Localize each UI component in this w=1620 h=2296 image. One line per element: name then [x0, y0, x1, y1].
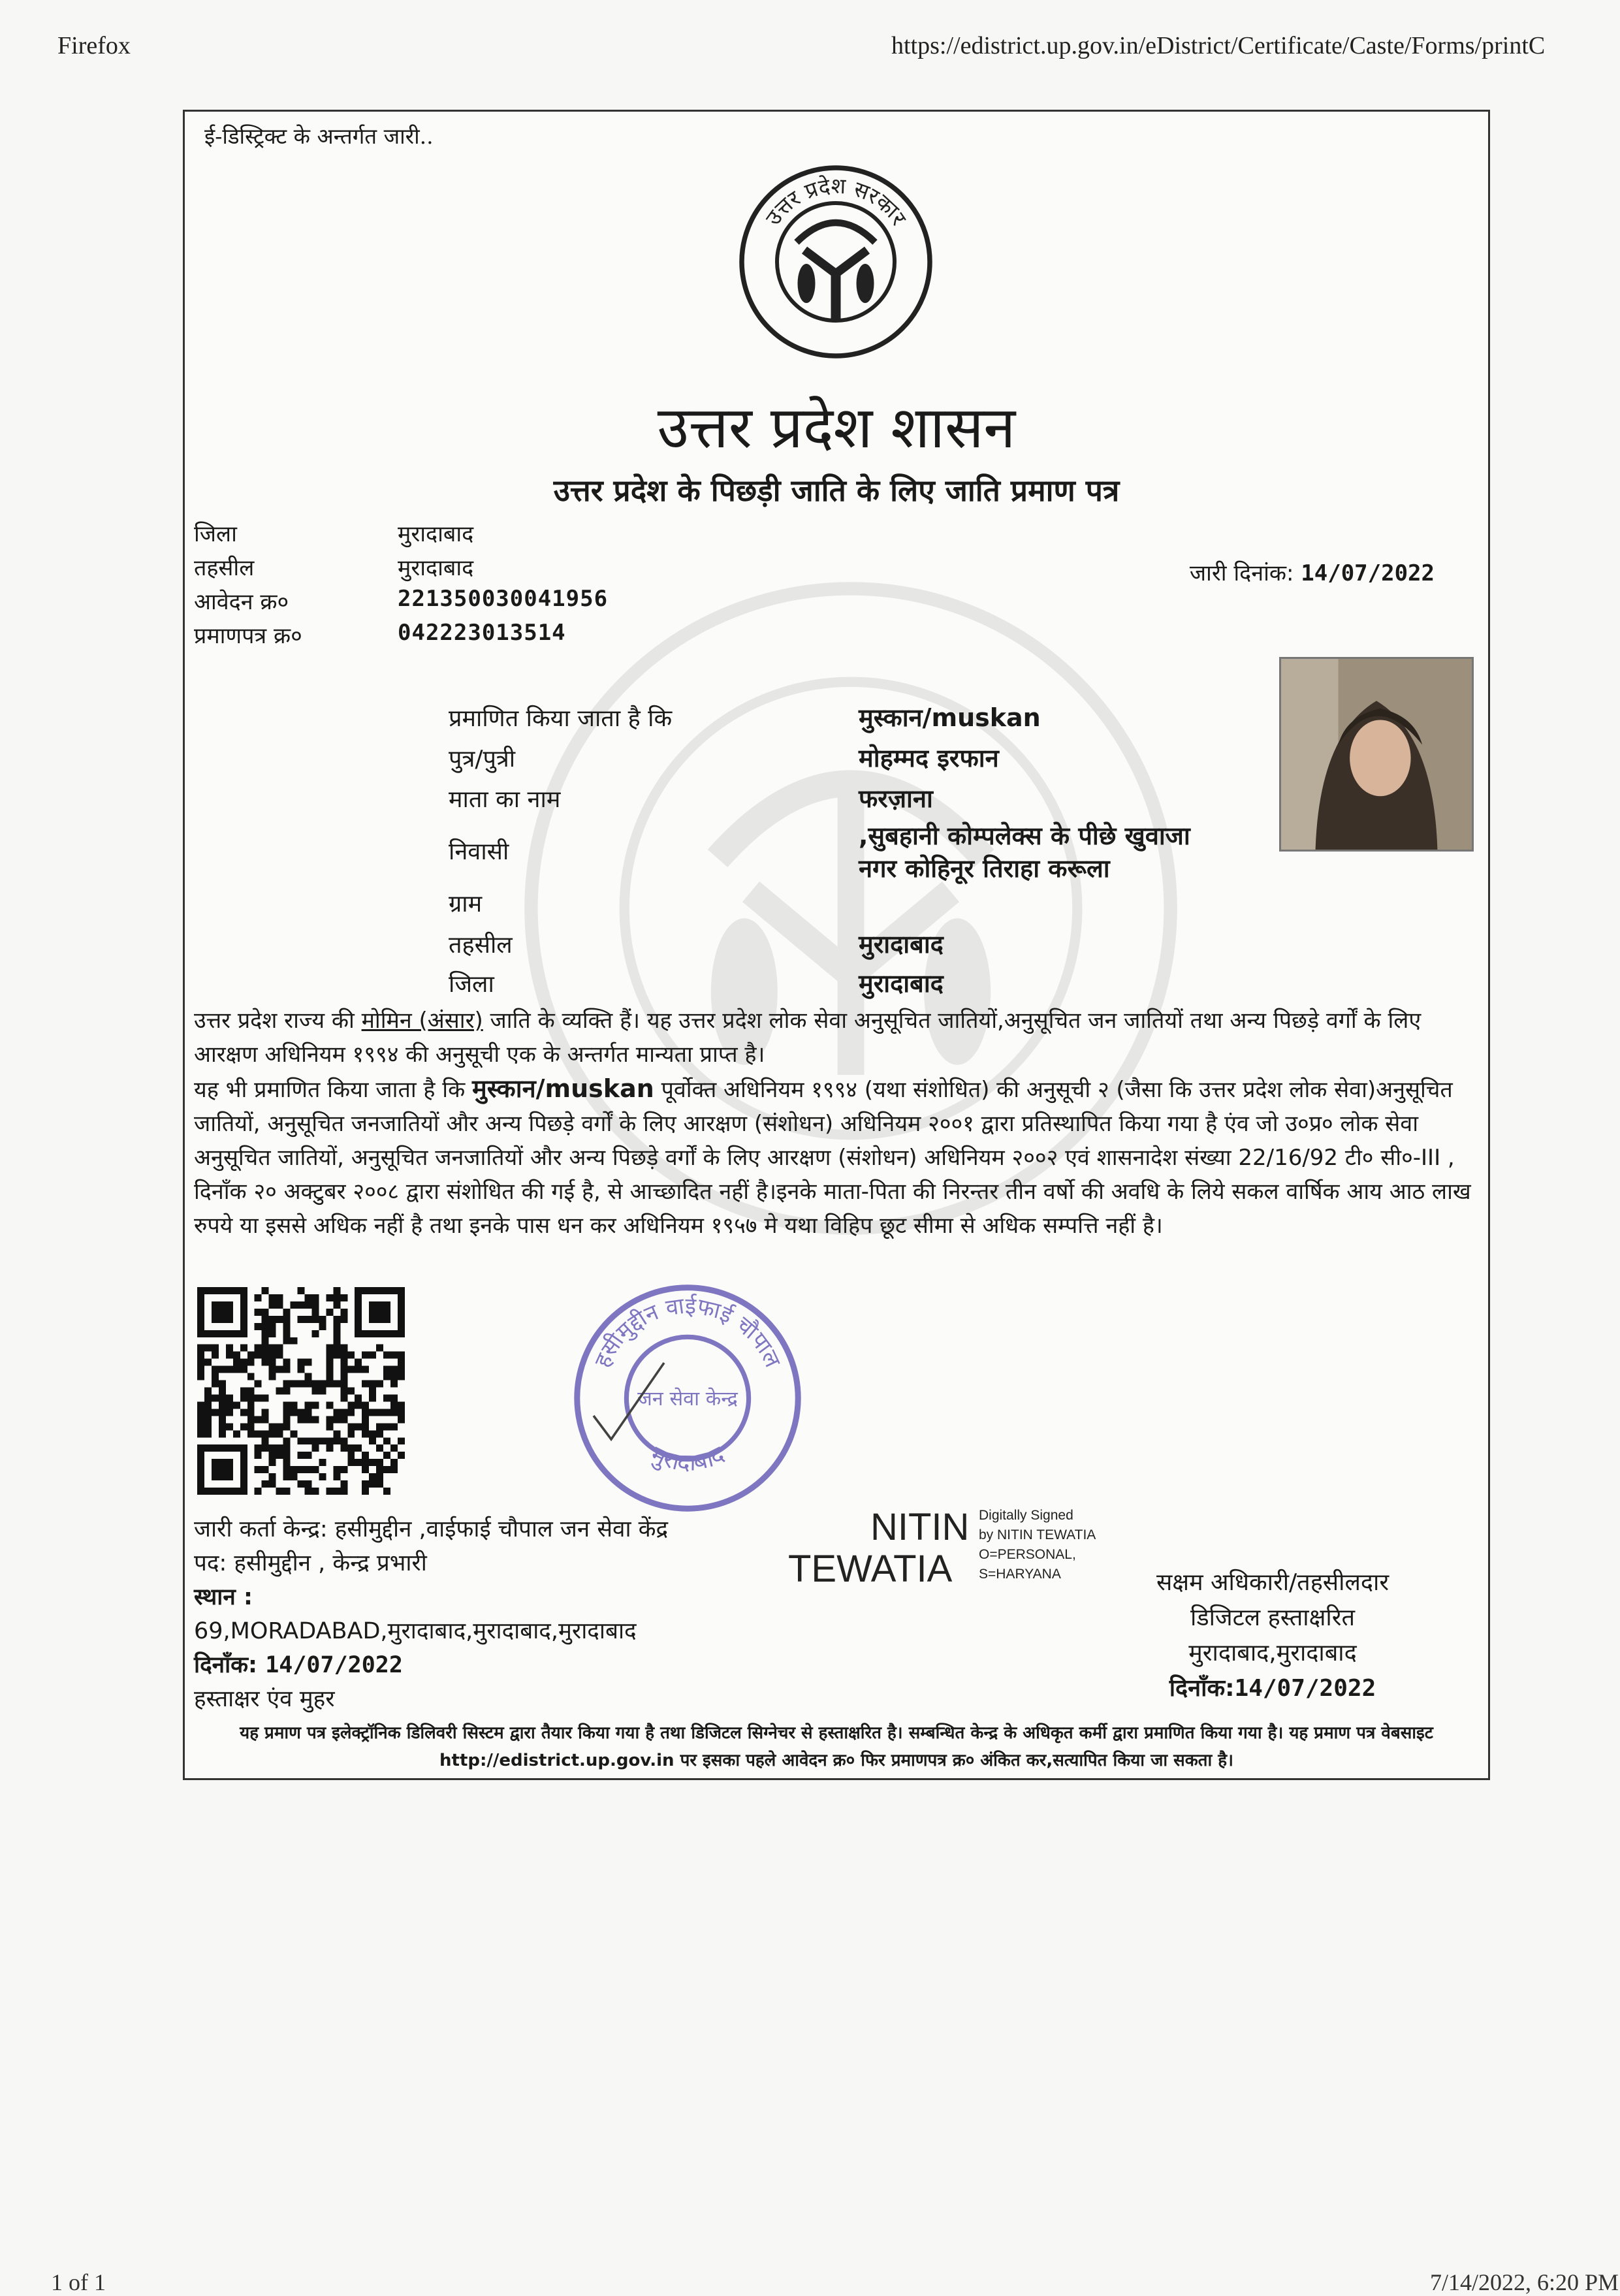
applicant-photo [1279, 657, 1474, 852]
applicant-name: मुस्कान/muskan [859, 703, 1041, 732]
svg-text:मुरादाबाद [646, 1441, 729, 1476]
verification-qr-code [197, 1287, 405, 1495]
tehsil-label: तहसील [194, 555, 255, 581]
issue-date [1190, 557, 1435, 587]
certificate-subtitle: उत्तर प्रदेश के पिछड़ी जाति के लिए जाति प्रमाण पत्र [553, 473, 1120, 508]
application-no-label: आवेदन क्र० [194, 589, 289, 615]
issuing-center: जारी कर्ता केन्द्र: हसीमुद्दीन ,वाईफाई चौपाल जन सेवा केंद्र [194, 1516, 669, 1542]
svg-text:हसीमुद्दीन वाईफाई चौपाल [590, 1293, 786, 1372]
resident-address-line2: नगर कोहिनूर तिराहा करूला [859, 854, 1110, 883]
emblem-text: उत्तर प्रदेश सरकार [760, 172, 912, 231]
person-district-label: जिला [449, 971, 494, 998]
stamp-outer-text: हसीमुद्दीन वाईफाई चौपाल [589, 1293, 786, 1372]
signature-seal-label: हस्ताक्षर एंव मुहर [194, 1686, 335, 1712]
digital-signature-line1: Digitally Signed [979, 1508, 1073, 1523]
authority-title: सक्षम अधिकारी/तहसीलदार [1156, 1569, 1390, 1596]
issue-date-value: 14/07/2022 [1301, 560, 1435, 586]
certificate [183, 110, 1490, 1780]
verification-footer-note: यह प्रमाण पत्र इलेक्ट्रॉनिक डिलिवरी सिस्टम द्वारा तैयार किया गया है तथा डिजिटल सिग्नेचर से हस्ताक्षरित है। सम्बन्धित केन्द्र के अधिकृत कर्मी द्वारा प्रमाणित किया गया है। यह प्रमाण पत्र वेबसाइट http://edistrict.up.gov.in पर इसका पहले आवेदन क्र० फिर प्रमाणपत्र क्र० अंकित कर,सत्यापित किया जा सकता है। [240, 1723, 1433, 1770]
person-tehsil-label: तहसील [449, 932, 513, 959]
resident-address-line1: ,सुबहानी कोम्पलेक्स के पीछे खुवाजा [859, 821, 1190, 850]
tehsil-value: मुरादाबाद [398, 555, 474, 581]
father-name: मोहम्मद इरफान [859, 744, 999, 773]
top-note: ई-डिस्ट्रिक्ट के अन्तर्गत जारी.. [204, 123, 434, 149]
place-value: 69,MORADABAD,मुरादाबाद,मुरादाबाद,मुरादाबाद [194, 1618, 637, 1644]
digital-signature-line2: by NITIN TEWATIA [979, 1527, 1096, 1542]
page-url: https://edistrict.up.gov.in/eDistrict/Certificate/Caste/Forms/printC [891, 32, 1546, 59]
issuer-post: पद: हसीमुद्दीन , केन्द्र प्रभारी [194, 1550, 427, 1576]
mother-name-label: माता का नाम [449, 786, 561, 813]
place-label: स्थान : [194, 1584, 253, 1610]
authority-date: दिनाँक:14/07/2022 [1169, 1675, 1376, 1702]
certificate-no-value: 042223013514 [398, 620, 566, 646]
person-district-value: मुरादाबाद [859, 969, 944, 998]
non-creamy-paragraph: यह भी प्रमाणित किया जाता है कि मुस्कान/muskan पूर्वोक्त अधिनियम १९९४ (यथा संशोधित) की अनुसूची २ (जैसा कि उत्तर प्रदेश लोक सेवा)अनुसूचित जातियों, अनुसूचित जनजातियों और अन्य पिछड़े वर्गों के लिए आरक्षण (संशोधन) अधिनियम २००१ द्वारा प्रतिस्थापित किया गया है एंव जो उ०प्र० लोक सेवा अनुसूचित जातियों, अनुसूचित जनजातियों और अन्य पिछड़े वर्गों के लिए आरक्षण (संशोधन) अधिनियम २००२ एवं शासनादेश संख्या 22/16/92 टी० सी०-III , दिनाँक २० अक्टुबर २००८ द्वारा संशोधित की गई है, से आच्छादित नहीं है।इनके माता-पिता की निरन्तर तीन वर्षो की अवधि के लिये सकल वार्षिक आय आठ लाख रुपये या इससे अधिक नहीं है तथा इनके पास धन कर अधिनियम १९५७ मे यथा विहिप छूट सीमा से अधिक सम्पत्ति नहीं है। [194, 1074, 1471, 1239]
certificate-title: उत्तर प्रदेश शासन [657, 394, 1016, 461]
issue-date-label: जारी दिनांक: [1189, 560, 1294, 586]
issuer-date: दिनाँक: 14/07/2022 [194, 1652, 403, 1678]
district-label: जिला [194, 521, 237, 547]
signer-last-name: TEWATIA [788, 1548, 953, 1590]
certified-label: प्रमाणित किया जाता है कि [449, 705, 673, 732]
print-timestamp: 7/14/2022, 6:20 PM [1430, 2269, 1619, 2295]
stamp-bottom-text: मुरादाबाद [646, 1441, 729, 1476]
application-no-value: 221350030041956 [398, 586, 609, 612]
authority-digitally-signed: डिजिटल हस्ताक्षरित [1190, 1604, 1355, 1631]
village-label: ग्राम [449, 891, 483, 917]
resident-label: निवासी [449, 838, 509, 865]
caste-name: मोमिन (अंसार) [361, 1008, 483, 1034]
csc-rubber-stamp [570, 1281, 805, 1516]
son-daughter-of-label: पुत्र/पुत्री [449, 746, 516, 773]
stamp-inner-text: जन सेवा केन्द्र [637, 1387, 738, 1411]
caste-paragraph: उत्तर प्रदेश राज्य की मोमिन (अंसार) जाति के व्यक्ति हैं। यह उत्तर प्रदेश लोक सेवा अनुसूचित जातियों,अनुसूचित जन जातियों तथा अन्य पिछड़े वर्गों के लिए आरक्षण अधिनियम १९९४ की अनुसूची एक के अन्तर्गत मान्यता प्राप्त है। [194, 1008, 1421, 1068]
signer-first-name: NITIN [870, 1506, 970, 1548]
certificate-no-label: प्रमाणपत्र क्र० [194, 623, 302, 649]
digital-signature-line4: S=HARYANA [979, 1567, 1061, 1582]
district-value: मुरादाबाद [398, 521, 474, 547]
browser-name: Firefox [57, 32, 131, 59]
person-tehsil-value: मुरादाबाद [859, 930, 944, 959]
page-counter: 1 of 1 [51, 2269, 106, 2295]
up-government-emblem [738, 164, 934, 360]
para-applicant-name: मुस्कान/muskan [472, 1074, 654, 1103]
authority-place: मुरादाबाद,मुरादाबाद [1188, 1640, 1357, 1666]
digital-signature-line3: O=PERSONAL, [979, 1547, 1076, 1562]
mother-name: फरज़ाना [859, 784, 933, 813]
